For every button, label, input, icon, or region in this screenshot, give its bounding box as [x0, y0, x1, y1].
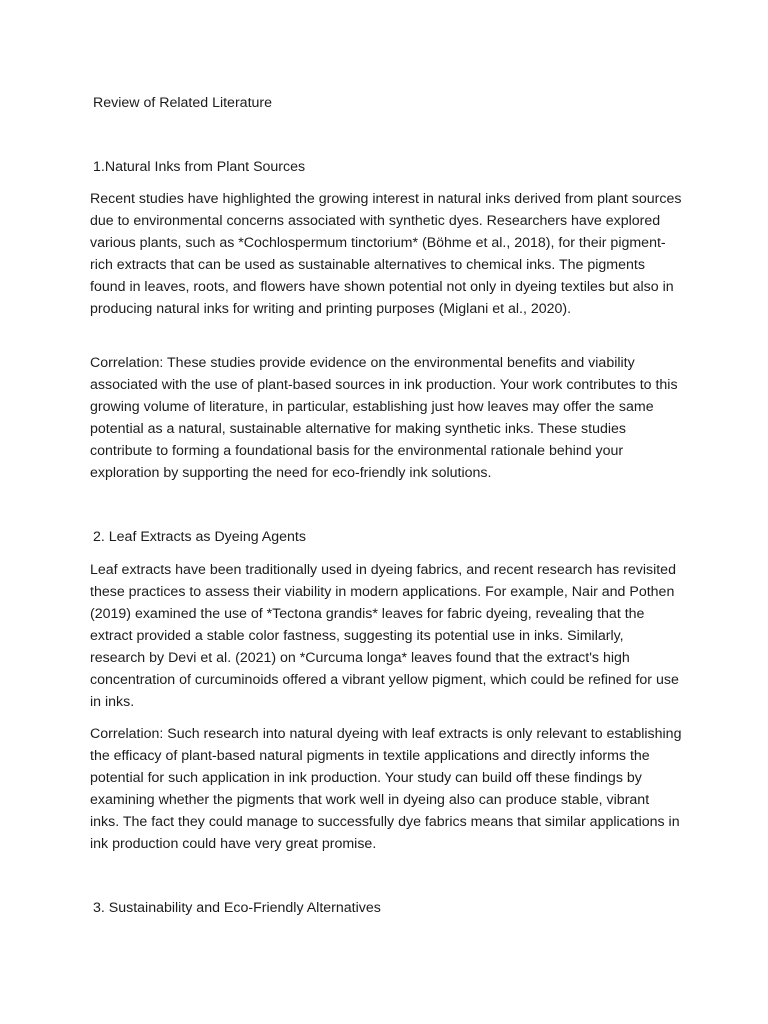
document-title: Review of Related Literature: [93, 95, 273, 111]
section-2-paragraph-1: Leaf extracts have been traditionally used in dyeing fabrics, and recent research has revisited these practices to assess their viability in modern applications. For example, Nair and Pothen (2019) examined the use of *Tectona grandis* leaves for fabric dyeing, revealing that the extract provided a stable color fastness, suggesting its potential use in inks. Similarly, research by Devi et al. (2021) on *Curcuma longa* leaves found that the extract's high concentration of curcuminoids offered a vibrant yellow pigment, which could be refined for use in inks.: [90, 562, 679, 710]
section-heading-3: 3. Sustainability and Eco-Friendly Alternatives: [93, 900, 381, 916]
section-1-paragraph-1: Recent studies have highlighted the growing interest in natural inks derived from plant sources due to environmental concerns associated with synthetic dyes. Researchers have explored various plants, such as *Cochlospermum tinctorium* (Böhme et al., 2018), for their pigment-rich extracts that can be used as sustainable alternatives to chemical inks. The pigments found in leaves, roots, and flowers have shown potential not only in dyeing textiles but also in producing natural inks for writing and printing purposes (Miglani et al., 2020).: [90, 191, 682, 317]
section-2-paragraph-2: Correlation: Such research into natural dyeing with leaf extracts is only relevant to establishing the efficacy of plant-based natural pigments in textile applications and directly informs the potential for such application in ink production. Your study can build off these findings by examining whether the pigments that work well in dyeing also can produce stable, vibrant inks. The fact they could manage to successfully dye fabrics means that similar applications in ink production could have very great promise.: [90, 726, 682, 852]
section-1-paragraph-2: Correlation: These studies provide evidence on the environmental benefits and viability associated with the use of plant-based sources in ink production. Your work contributes to this growing volume of literature, in particular, establishing just how leaves may offer the same potential as a natural, sustainable alternative for making synthetic inks. These studies contribute to forming a foundational basis for the environmental rationale behind your exploration by supporting the need for eco-friendly ink solutions.: [90, 355, 678, 481]
section-heading-2: 2. Leaf Extracts as Dyeing Agents: [93, 529, 306, 545]
section-heading-1: 1.Natural Inks from Plant Sources: [93, 159, 306, 175]
